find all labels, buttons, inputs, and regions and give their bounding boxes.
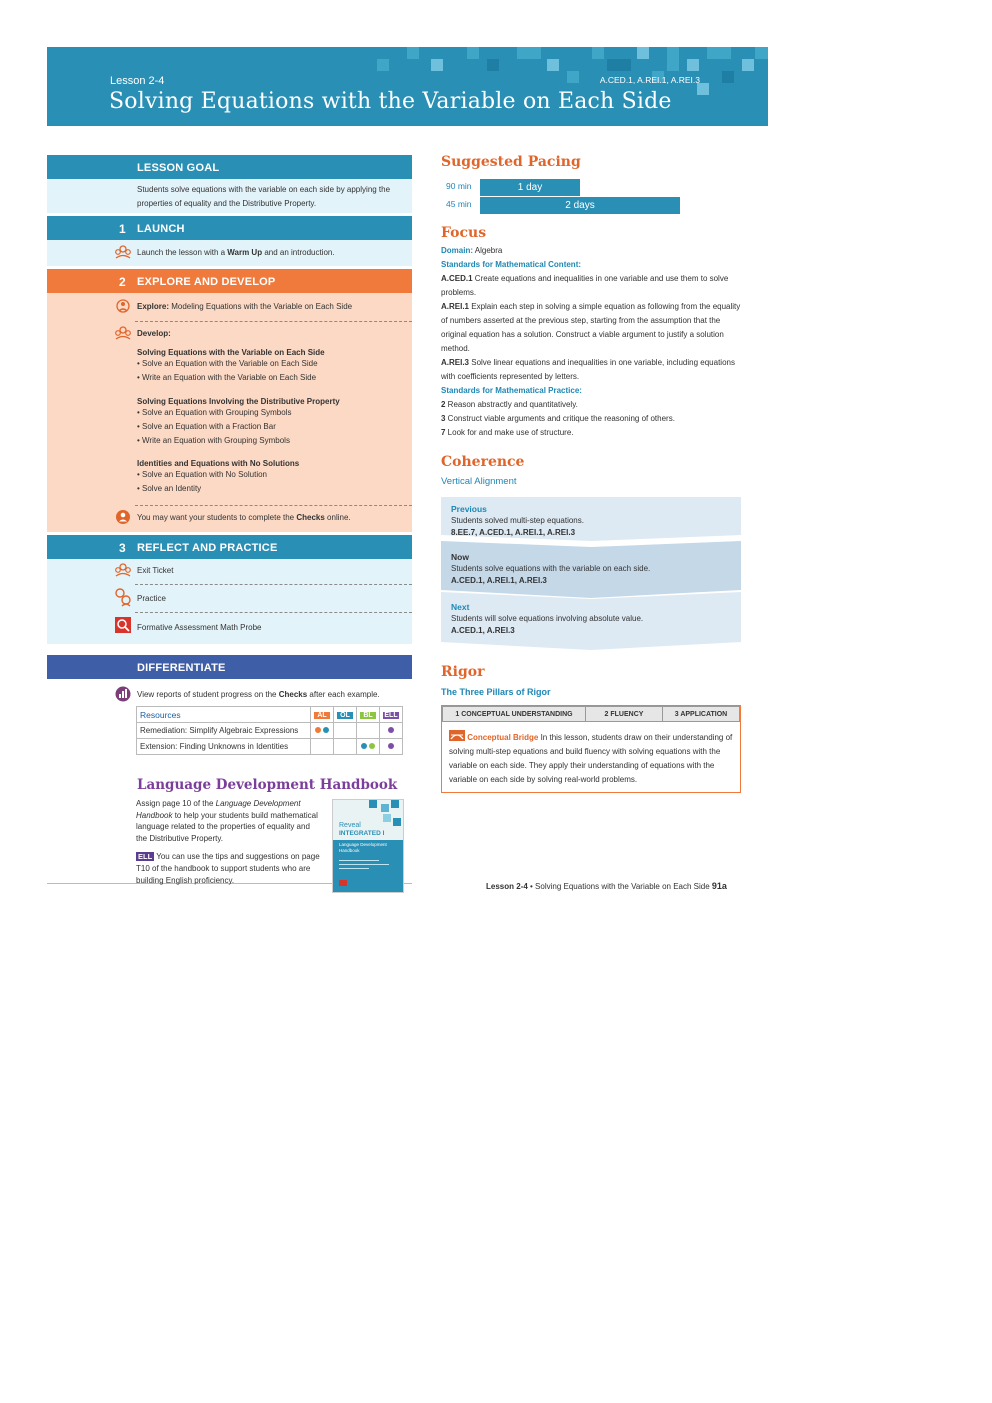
group-icon — [115, 245, 131, 259]
level-dot-cell — [334, 723, 357, 739]
list-item: • Write an Equation with the Variable on Each Side — [137, 373, 317, 382]
focus-heading — [441, 224, 486, 242]
launch-header — [47, 216, 412, 240]
rigor-bridge-text — [442, 722, 740, 792]
level-dot-cell — [357, 723, 380, 739]
level-dot — [361, 743, 367, 749]
now-label: Now — [451, 552, 469, 562]
lesson-banner — [47, 47, 768, 126]
coherence-heading-text: Coherence — [441, 454, 525, 470]
pacing-label-45: 45 min — [446, 199, 472, 209]
cover-line-4: Handbook — [339, 848, 360, 853]
explore-group-icon — [115, 299, 131, 313]
domain-value: Algebra — [473, 246, 503, 255]
handbook-title-ref: Language Development Handbook — [136, 799, 301, 820]
level-dot — [388, 743, 394, 749]
checks-text-post: online. — [324, 513, 351, 522]
rigor-heading — [441, 663, 484, 681]
probe-label: Formative Assessment Math Probe — [137, 623, 262, 632]
level-al-badge: AL — [314, 712, 330, 719]
launch-text-pre: Launch the lesson with a — [137, 248, 228, 257]
practice-code: 2 — [441, 400, 446, 409]
reports-icon — [115, 686, 131, 702]
standard-code: A.REI.1 — [441, 302, 470, 311]
table-row — [137, 739, 403, 755]
standard-code: A.REI.3 — [441, 358, 470, 367]
table-row — [137, 707, 403, 723]
bridge-label: Conceptual Bridge — [467, 733, 539, 742]
domain-label: Domain: — [441, 246, 473, 255]
exit-ticket-icon — [115, 563, 131, 577]
develop-label: Develop: — [137, 329, 171, 338]
table-row — [443, 707, 740, 722]
list-item: • Solve an Equation with No Solution — [137, 470, 267, 479]
practice-item — [441, 412, 743, 426]
coherence-heading — [441, 453, 524, 471]
standard-text: Solve linear equations and inequalities in one variable, including equations with coefficients represented by letters. — [441, 358, 735, 381]
ell-text: You can use the tips and suggestions on page T10 of the handbook to support students who are building English proficiency. — [136, 852, 320, 885]
launch-number: 1 — [119, 222, 126, 236]
footer-separator: • — [527, 882, 536, 891]
previous-standards: 8.EE.7, A.CED.1, A.REI.1, A.REI.3 — [451, 528, 576, 537]
level-dot — [369, 743, 375, 749]
content-standards-label: Standards for Mathematical Content: — [441, 260, 582, 269]
level-ell-badge: ELL — [384, 712, 398, 719]
develop-group-title: Solving Equations with the Variable on Each Side — [137, 348, 325, 357]
resources-table — [136, 706, 403, 755]
handbook-title: Language Development Handbook — [137, 777, 398, 793]
pillar-fluency: 2 FLUENCY — [586, 707, 663, 722]
practice-label: Practice — [137, 594, 166, 603]
develop-group-title: Identities and Equations with No Solutions — [137, 459, 300, 468]
reflect-heading: REFLECT AND PRACTICE — [137, 542, 278, 554]
differentiate-heading: DIFFERENTIATE — [137, 662, 226, 674]
footer-title: Solving Equations with the Variable on Each Side — [535, 882, 710, 891]
launch-heading: LAUNCH — [137, 223, 185, 235]
focus-body — [441, 244, 743, 440]
level-ol-badge: OL — [337, 712, 353, 719]
table-row — [137, 723, 403, 739]
pacing-heading — [441, 153, 581, 171]
reports-text-pre: View reports of student progress on the — [137, 690, 279, 699]
practice-text: Look for and make use of structure. — [445, 428, 574, 437]
bridge-text: In this lesson, students draw on their understanding of solving multi-step equations and build fluency with solving equations with the variable on each side. They apply their understanding of equations with the variable on each side by solving real-world problems. — [449, 733, 733, 784]
now-standards: A.CED.1, A.REI.1, A.REI.3 — [451, 576, 547, 585]
level-bl-badge: BL — [360, 712, 376, 719]
previous-text: Students solved multi-step equations. — [451, 516, 584, 525]
student-icon — [115, 509, 131, 525]
develop-group-3 — [137, 459, 299, 496]
handbook-text-b: to help your students build mathematical language related to the properties of equality and the Distributive Property. — [136, 810, 318, 843]
checks-label: Checks — [296, 513, 325, 522]
handbook-paragraph — [136, 798, 322, 844]
checks-ref: Checks — [278, 690, 308, 699]
lesson-goal-header — [47, 155, 412, 179]
pacing-bar: 2 days — [480, 197, 680, 214]
page-footer — [486, 881, 727, 891]
practice-item — [441, 398, 743, 412]
level-cell — [311, 707, 334, 723]
standard-text: Create equations and inequalities in one variable and use them to solve problems. — [441, 274, 729, 297]
level-dot-cell — [334, 739, 357, 755]
rigor-box — [441, 705, 741, 793]
pacing-label-90: 90 min — [446, 181, 472, 191]
explore-body — [47, 293, 412, 532]
resource-label: Remediation: Simplify Algebraic Expressions — [137, 723, 311, 739]
pillar-conceptual: 1 CONCEPTUAL UNDERSTANDING — [443, 707, 586, 722]
differentiate-body — [47, 679, 412, 884]
lesson-number: Lesson 2-4 — [110, 75, 165, 87]
ell-tag: ELL — [138, 852, 153, 861]
cover-line-3: Language Development — [339, 842, 387, 847]
level-dot — [315, 727, 321, 733]
rigor-heading-text: Rigor — [441, 664, 485, 680]
standard-code: A.CED.1 — [441, 274, 473, 283]
differentiate-header — [47, 655, 412, 679]
pacing-chart — [441, 179, 741, 215]
bridge-icon — [449, 730, 465, 741]
reflect-header — [47, 535, 412, 559]
vertical-alignment-label: Vertical Alignment — [441, 476, 517, 487]
handbook-cover-image — [332, 799, 404, 893]
explore-header — [47, 269, 412, 293]
list-item: • Solve an Equation with Grouping Symbols — [137, 408, 292, 417]
practice-code: 7 — [441, 428, 446, 437]
level-dot — [388, 727, 394, 733]
standards-label: A.CED.1, A.REI.1, A.REI.3 — [599, 75, 700, 85]
resource-label: Extension: Finding Unknowns in Identities — [137, 739, 311, 755]
page-number: 91a — [711, 881, 727, 891]
next-text: Students will solve equations involving absolute value. — [451, 614, 644, 623]
practice-standards-label: Standards for Mathematical Practice: — [441, 386, 582, 395]
explore-text: Modeling Equations with the Variable on Each Side — [169, 302, 353, 311]
develop-group-icon — [115, 326, 131, 340]
standard-item — [441, 272, 743, 300]
lesson-goal-heading: LESSON GOAL — [137, 162, 220, 174]
explore-heading: EXPLORE AND DEVELOP — [137, 276, 276, 288]
standard-text: Explain each step in solving a simple equation as following from the equality of numbers asserted at the previous step, starting from the assumption that the original equation has a solution. Construct a viable argument to justify a solution method. — [441, 302, 741, 353]
level-cell — [357, 707, 380, 723]
resources-header: Resources — [137, 707, 311, 723]
level-dot-cell — [380, 723, 403, 739]
standard-item — [441, 300, 743, 356]
next-block — [441, 597, 653, 643]
practice-text: Construct viable arguments and critique the reasoning of others. — [445, 414, 675, 423]
previous-block — [441, 499, 594, 545]
list-item: • Write an Equation with Grouping Symbols — [137, 436, 290, 445]
develop-group-title: Solving Equations Involving the Distributive Property — [137, 397, 340, 406]
now-text: Students solve equations with the variable on each side. — [451, 564, 651, 573]
level-dot — [323, 727, 329, 733]
practice-item — [441, 426, 743, 440]
practice-icon — [113, 587, 133, 607]
rigor-subheading: The Three Pillars of Rigor — [441, 687, 551, 697]
list-item: • Solve an Equation with a Fraction Bar — [137, 422, 276, 431]
focus-heading-text: Focus — [441, 225, 487, 241]
lesson-goal-body — [47, 179, 412, 213]
reflect-body — [47, 559, 412, 644]
footer-lesson: Lesson 2-4 — [486, 882, 528, 891]
reflect-number: 3 — [119, 541, 126, 555]
lesson-overview-panel — [47, 155, 412, 884]
level-dot-cell — [311, 739, 334, 755]
level-dot-cell — [311, 723, 334, 739]
reports-text-post: after each example. — [307, 690, 380, 699]
previous-label: Previous — [451, 504, 487, 514]
pillar-application: 3 APPLICATION — [663, 707, 740, 722]
launch-text-post: and an introduction. — [262, 248, 335, 257]
checks-text-pre: You may want your students to complete the — [137, 513, 297, 522]
handbook-text-a: Assign page 10 of the — [136, 799, 216, 808]
cover-line-2: INTEGRATED I — [339, 830, 385, 837]
ell-paragraph — [136, 851, 322, 887]
probe-icon — [115, 617, 131, 633]
launch-row — [47, 240, 412, 266]
now-block — [441, 547, 660, 593]
level-cell — [334, 707, 357, 723]
level-cell — [380, 707, 403, 723]
list-item: • Solve an Equation with the Variable on Each Side — [137, 359, 318, 368]
lesson-goal-text: Students solve equations with the variable on each side by applying the properties of equality and the Distributive Property. — [137, 185, 391, 208]
develop-group-1 — [137, 348, 325, 385]
list-item: • Solve an Identity — [137, 484, 202, 493]
cover-line-1: Reveal — [339, 822, 361, 829]
warm-up-label: Warm Up — [227, 248, 263, 257]
rigor-pillars-table — [442, 706, 740, 722]
explore-label: Explore: — [137, 302, 170, 311]
pacing-bar: 1 day — [480, 179, 580, 196]
pacing-heading-text: Suggested Pacing — [441, 154, 581, 170]
standard-item — [441, 356, 743, 384]
level-dot-cell — [357, 739, 380, 755]
practice-text: Reason abstractly and quantitatively. — [445, 400, 578, 409]
develop-group-2 — [137, 397, 340, 448]
level-dot-cell — [380, 739, 403, 755]
next-label: Next — [451, 602, 470, 612]
exit-ticket-label: Exit Ticket — [137, 566, 174, 575]
explore-number: 2 — [119, 275, 126, 289]
next-standards: A.CED.1, A.REI.3 — [451, 626, 515, 635]
practice-code: 3 — [441, 414, 446, 423]
page-title: Solving Equations with the Variable on Each Side — [109, 89, 672, 114]
